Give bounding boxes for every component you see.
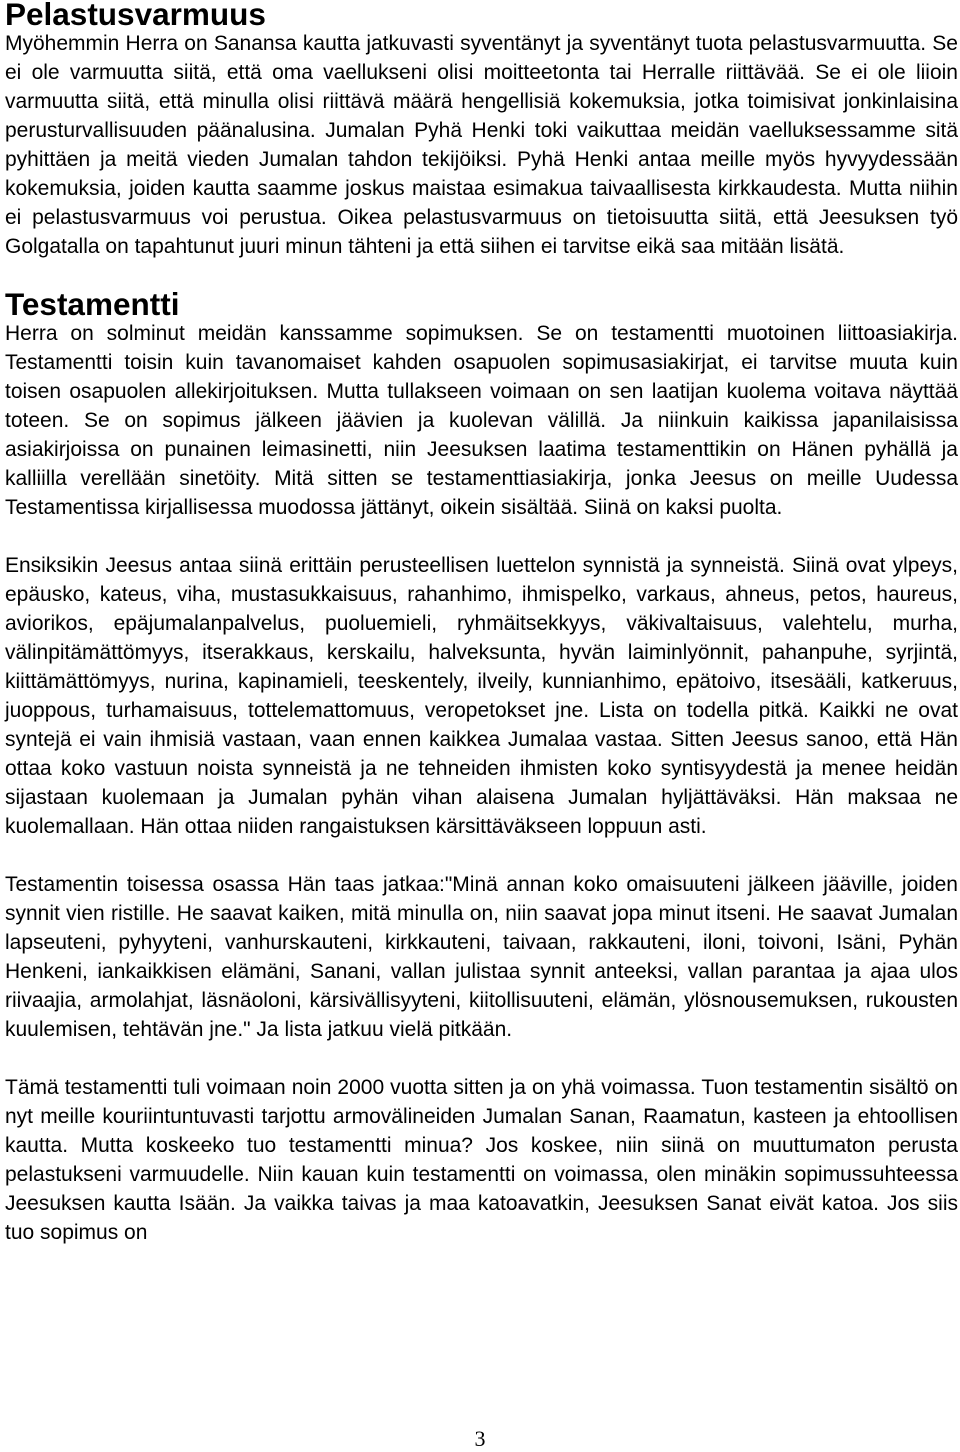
section-heading-testamentti: Testamentti	[5, 286, 180, 322]
paragraph-testamentti-voimassa: Tämä testamentti tuli voimaan noin 2000 vuotta sitten ja on yhä voimassa. Tuon testamentin sisältö on nyt meille kouriintuntuvasti tarjottu armovälineiden Jumalan Sanan, Raamatun, kasteen ja ehtoollisen kautta. Mutta koskeeko tuo testamentti minua? Jos koskee, niin siinä on muuttumaton perusta pelastukseni varmuudelle. Niin kauan kuin testamentti on voimassa, olen minäkin sopimussuhteessa Jeesuksen kautta Isään. Ja vaikka taivas ja maa katoavatkin, Jeesuksen Sanat eivät katoa. Jos siis tuo sopimus on	[5, 1076, 958, 1244]
paragraph-gap	[5, 1044, 958, 1073]
paragraph-gap	[5, 841, 958, 870]
paragraph-testamentti-intro: Herra on solminut meidän kanssamme sopimuksen. Se on testamentti muotoinen liittoasiakirja. Testamentti toisin kuin tavanomaiset kahden osapuolen sopimusasiakirjat, ei tarvitse muuta kuin toisen osapuolen allekirjoituksen. Mutta tullakseen voimaan on sen laatijan kuolema voitava näyttää toteen. Se on sopimus jälkeen jäävien ja kuolevan välillä. Ja niinkuin kaikissa japanilaisissa asiakirjoissa on punainen leimasinetti, niin Jeesuksen laatima testamenttikin on Hänen pyhällä ja kalliilla verellään sinetöity. Mitä sitten se testamenttiasiakirja, jonka Jeesus on meille Uudessa Testamentissa kirjallisessa muodossa jättänyt, oikein sisältää. Siinä on kaksi puolta.	[5, 322, 958, 519]
paragraph-pelastusvarmuus: Myöhemmin Herra on Sanansa kautta jatkuvasti syventänyt ja syventänyt tuota pelastusvarmuutta. Se ei ole varmuutta siitä, että oma vaellukseni olisi moitteetonta tai Herralle riittävää. Se ei ole liioin varmuutta siitä, että minulla olisi riittävä määrä hengellisiä kokemuksia, jotka toimisivat jonkinlaisina perusturvallisuuden päänalusina. Jumalan Pyhä Henki toki vaikuttaa meidän vaelluksessamme sitä pyhittäen ja meitä vieden Jumalan tahdon tekijöiksi. Pyhä Henki antaa meille myös hyvyydessään kokemuksia, joiden kautta saamme joskus maistaa esimakua taivaallisesta kirkkaudesta. Mutta niihin ei pelastusvarmuus voi perustua. Oikea pelastusvarmuus on tietoisuutta siitä, että Jeesuksen työ Golgatalla on tapahtunut juuri minun tähteni ja että siihen ei tarvitse eikä saa mitään lisätä.	[5, 32, 958, 258]
paragraph-synnit-luettelo: Ensiksikin Jeesus antaa siinä erittäin perusteellisen luettelon synnistä ja synneistä. Siinä ovat ylpeys, epäusko, kateus, viha, mustasukkaisuus, rahanhimo, ihmispelko, varkaus, ahneus, petos, haureus, aviorikos, epäjumalanpalvelus, puoluemieli, ryhmäitsekkyys, väkivaltaisuus, valehtelu, murha, välinpitämättömyys, itserakkaus, kerskailu, halveksunta, hyvän laiminlyönnit, pahanpuhe, syrjintä, kiittämättömyys, nurina, kapinamieli, teeskentely, ilveily, kunnianhimo, epätoivo, itsesääli, katkeruus, juoppous, turhamaisuus, tottelemattomuus, veropetokset jne. Lista on todella pitkä. Kaikki ne ovat syntejä ei vain ihmisiä vastaan, vaan ennen kaikkea Jumalaa vastaa. Sitten Jeesus sanoo, että Hän ottaa koko vastuun noista synneistä ja ne tehneiden ihmisten koko syntisyydestä ja menee heidän sijastaan kuolemaan ja Jumalan pyhän vihan alaisena Jumalan hyljättäväksi. Hän maksaa ne kuolemallaan. Hän ottaa niiden rangaistuksen kärsittäväkseen loppuun asti.	[5, 554, 958, 838]
section-heading-pelastusvarmuus: Pelastusvarmuus	[5, 0, 266, 32]
document-page	[5, 0, 958, 1247]
paragraph-gap	[5, 522, 958, 551]
paragraph-testamentin-toinen-osa: Testamentin toisessa osassa Hän taas jatkaa:"Minä annan koko omaisuuteni jälkeen jääville, joiden synnit vien ristille. He saavat kaiken, mitä minulla on, niin saavat jopa minut itseni. He saavat Jumalan lapseuteni, pyhyyteni, vanhurskauteni, kirkkauteni, taivaan, rakkauteni, iloni, toivoni, Isäni, Pyhän Henkeni, iankaikkisen elämäni, Sanani, vallan julistaa synnit anteeksi, vallan parantaa ja ajaa ulos riivaajia, armolahjat, läsnäoloni, kärsivällisyyteni, kiitollisuuteni, elämän, ylösnousemuksen, rukousten kuulemisen, tehtävän jne." Ja lista jatkuu vielä pitkään.	[5, 873, 958, 1041]
page-number: 3	[474, 1426, 486, 1451]
